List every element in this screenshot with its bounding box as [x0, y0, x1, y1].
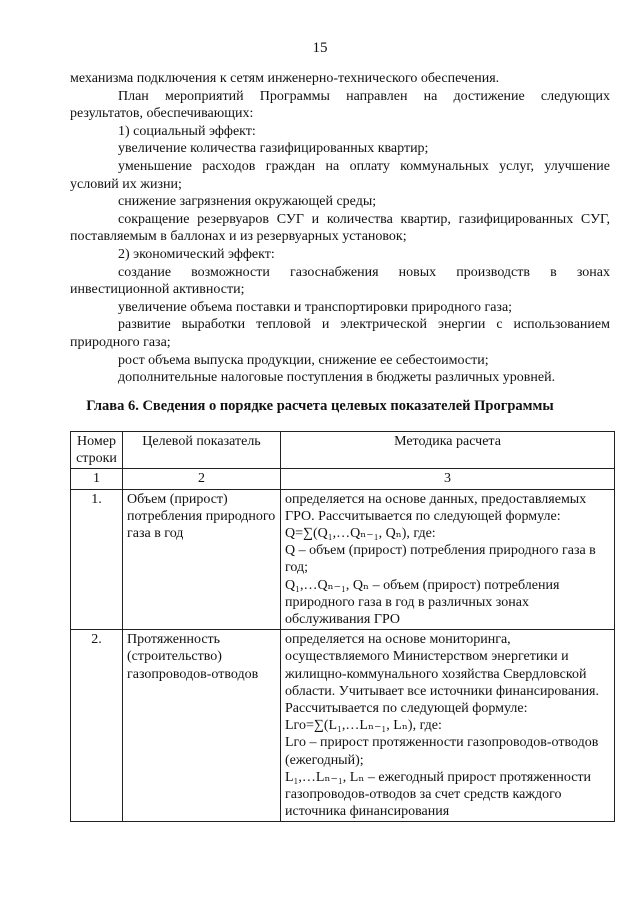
method-line: Lго – прирост протяженности газопроводов-отводов (ежегодный); — [285, 735, 599, 768]
paragraph: увеличение объема поставки и транспортировки природного газа; — [118, 299, 513, 315]
method-line: определяется на основе данных, предоставляемых ГРО. Рассчитывается по следующей формуле: — [285, 491, 587, 524]
column-number: 3 — [281, 469, 615, 489]
header-method: Методика расчета — [281, 432, 615, 469]
table-row — [71, 489, 615, 630]
indicators-table — [70, 431, 615, 822]
paragraph: 1) социальный эффект: — [118, 123, 256, 139]
indicator-name: Протяженность (строительство) газопроводов-отводов — [123, 630, 281, 822]
method-line: Q – объем (прирост) потребления природного газа в год; — [285, 543, 596, 576]
paragraph: создание возможности газоснабжения новых производств в зонах инвестиционной активности; — [70, 264, 610, 298]
paragraph: сокращение резервуаров СУГ и количества квартир, газифицированных СУГ, поставляемым в баллонах и из резервуарных установок; — [70, 211, 610, 245]
paragraph: механизма подключения к сетям инженерно-технического обеспечения. — [70, 71, 500, 86]
chapter-title: Глава 6. Сведения о порядке расчета целевых показателей Программы — [86, 398, 554, 414]
method-line: Q₁,…Qₙ₋₁, Qₙ – объем (прирост) потребления природного газа в год в различных зонах обслуживания ГРО — [285, 577, 560, 628]
paragraph: уменьшение расходов граждан на оплату коммунальных услуг, улучшение условий их жизни; — [70, 158, 610, 192]
method-cell — [281, 630, 615, 822]
header-indicator: Целевой показатель — [123, 432, 281, 469]
column-number-row — [71, 469, 615, 489]
table-row — [71, 630, 615, 822]
method-formula: Lго=∑(L₁,…Lₙ₋₁, Lₙ), где: — [285, 718, 442, 734]
paragraph: развитие выработки тепловой и электрической энергии с использованием природного газа; — [70, 317, 610, 350]
paragraph: 2) экономический эффект: — [118, 246, 275, 262]
method-formula: Q=∑(Q₁,…Qₙ₋₁, Qₙ), где: — [285, 526, 436, 542]
paragraph: рост объема выпуска продукции, снижение ее себестоимости; — [118, 352, 489, 368]
method-line: L₁,…Lₙ₋₁, Lₙ – ежегодный прирост протяженности газопроводов-отводов за счет средств каждого источника финансирования — [285, 769, 592, 820]
header-row-number: Номер строки — [71, 432, 123, 469]
paragraph: дополнительные налоговые поступления в бюджеты различных уровней. — [118, 370, 556, 386]
paragraph: снижение загрязнения окружающей среды; — [118, 194, 377, 210]
row-number: 2. — [71, 630, 123, 822]
paragraph: План мероприятий Программы направлен на достижение следующих результатов, обеспечивающих: — [70, 88, 610, 122]
method-cell — [281, 489, 615, 630]
column-number: 2 — [123, 469, 281, 489]
body-text — [70, 70, 610, 387]
indicator-name: Объем (прирост) потребления природного газа в год — [123, 489, 281, 630]
page-number: 15 — [312, 40, 328, 56]
row-number: 1. — [71, 489, 123, 630]
method-line: определяется на основе мониторинга, осуществляемого Министерством энергетики и жилищно-коммунального хозяйства Свердловской области. Учитывает все источники финансирования. Рассчитывается по следующей формуле: — [285, 632, 599, 717]
paragraph: увеличение количества газифицированных квартир; — [118, 141, 429, 157]
table-header-row — [71, 432, 615, 469]
column-number: 1 — [71, 469, 123, 489]
